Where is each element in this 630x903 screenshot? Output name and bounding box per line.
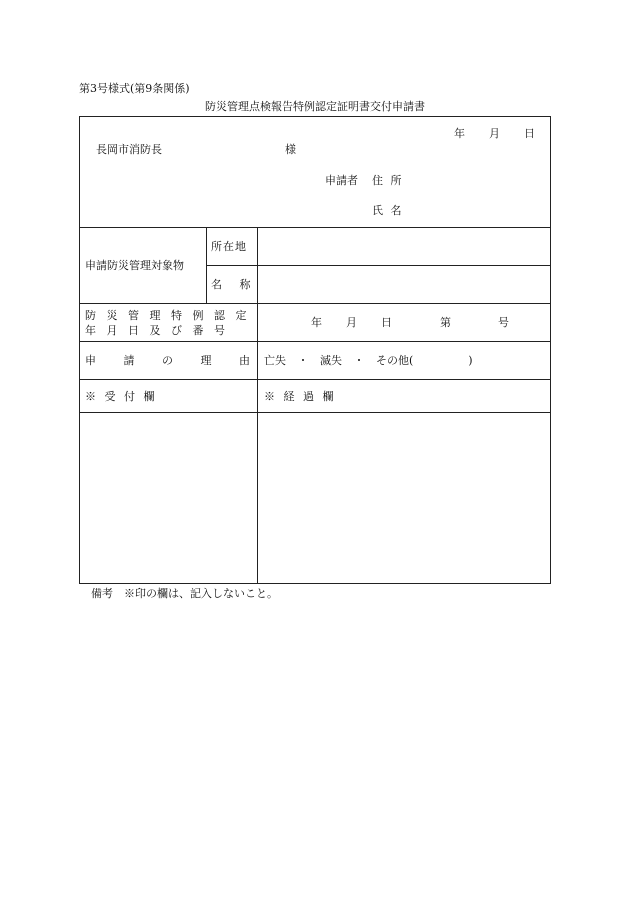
reason-label: 申 請 の 理 由 [85, 354, 250, 367]
header-year: 年 [454, 127, 465, 140]
applicant-address-label: 住 所 [372, 174, 402, 187]
object-label: 申請防災管理対象物 [85, 259, 184, 272]
row-divider-1 [79, 227, 551, 228]
header-month: 月 [489, 127, 500, 140]
col-divider-object [206, 227, 207, 303]
object-location-label: 所在地 [211, 240, 247, 253]
reason-options: 亡失 ・ 滅失 ・ その他( ) [264, 354, 473, 367]
certification-month: 月 [346, 316, 357, 329]
applicant-label: 申請者 [325, 174, 358, 187]
progress-column-label: ※ 経 過 欄 [264, 390, 334, 403]
remarks-note: 備考 ※印の欄は、記入しないこと。 [91, 587, 278, 600]
row-divider-4 [79, 379, 551, 380]
certification-label-line2: 年 月 日 及 び 番 号 [85, 324, 225, 337]
certification-no-suffix: 号 [498, 316, 509, 329]
row-divider-2 [79, 303, 551, 304]
row-divider-5 [79, 412, 551, 413]
header-day: 日 [524, 127, 535, 140]
certification-day: 日 [381, 316, 392, 329]
certification-label-line1: 防 災 管 理 特 例 認 定 [85, 309, 247, 322]
application-form-table [79, 116, 551, 584]
certification-year: 年 [311, 316, 322, 329]
reception-column-label: ※ 受 付 欄 [85, 390, 155, 403]
row-divider-3 [79, 341, 551, 342]
certification-no-prefix: 第 [440, 316, 451, 329]
applicant-name-label: 氏 名 [372, 204, 402, 217]
object-name-label: 名 称 [211, 278, 251, 291]
form-title: 防災管理点検報告特例認定証明書交付申請書 [205, 100, 425, 113]
addressee-honorific: 様 [285, 143, 296, 156]
addressee: 長岡市消防長 [96, 143, 162, 156]
form-number: 第3号様式(第9条関係) [79, 82, 190, 95]
col-divider-main [257, 227, 258, 584]
